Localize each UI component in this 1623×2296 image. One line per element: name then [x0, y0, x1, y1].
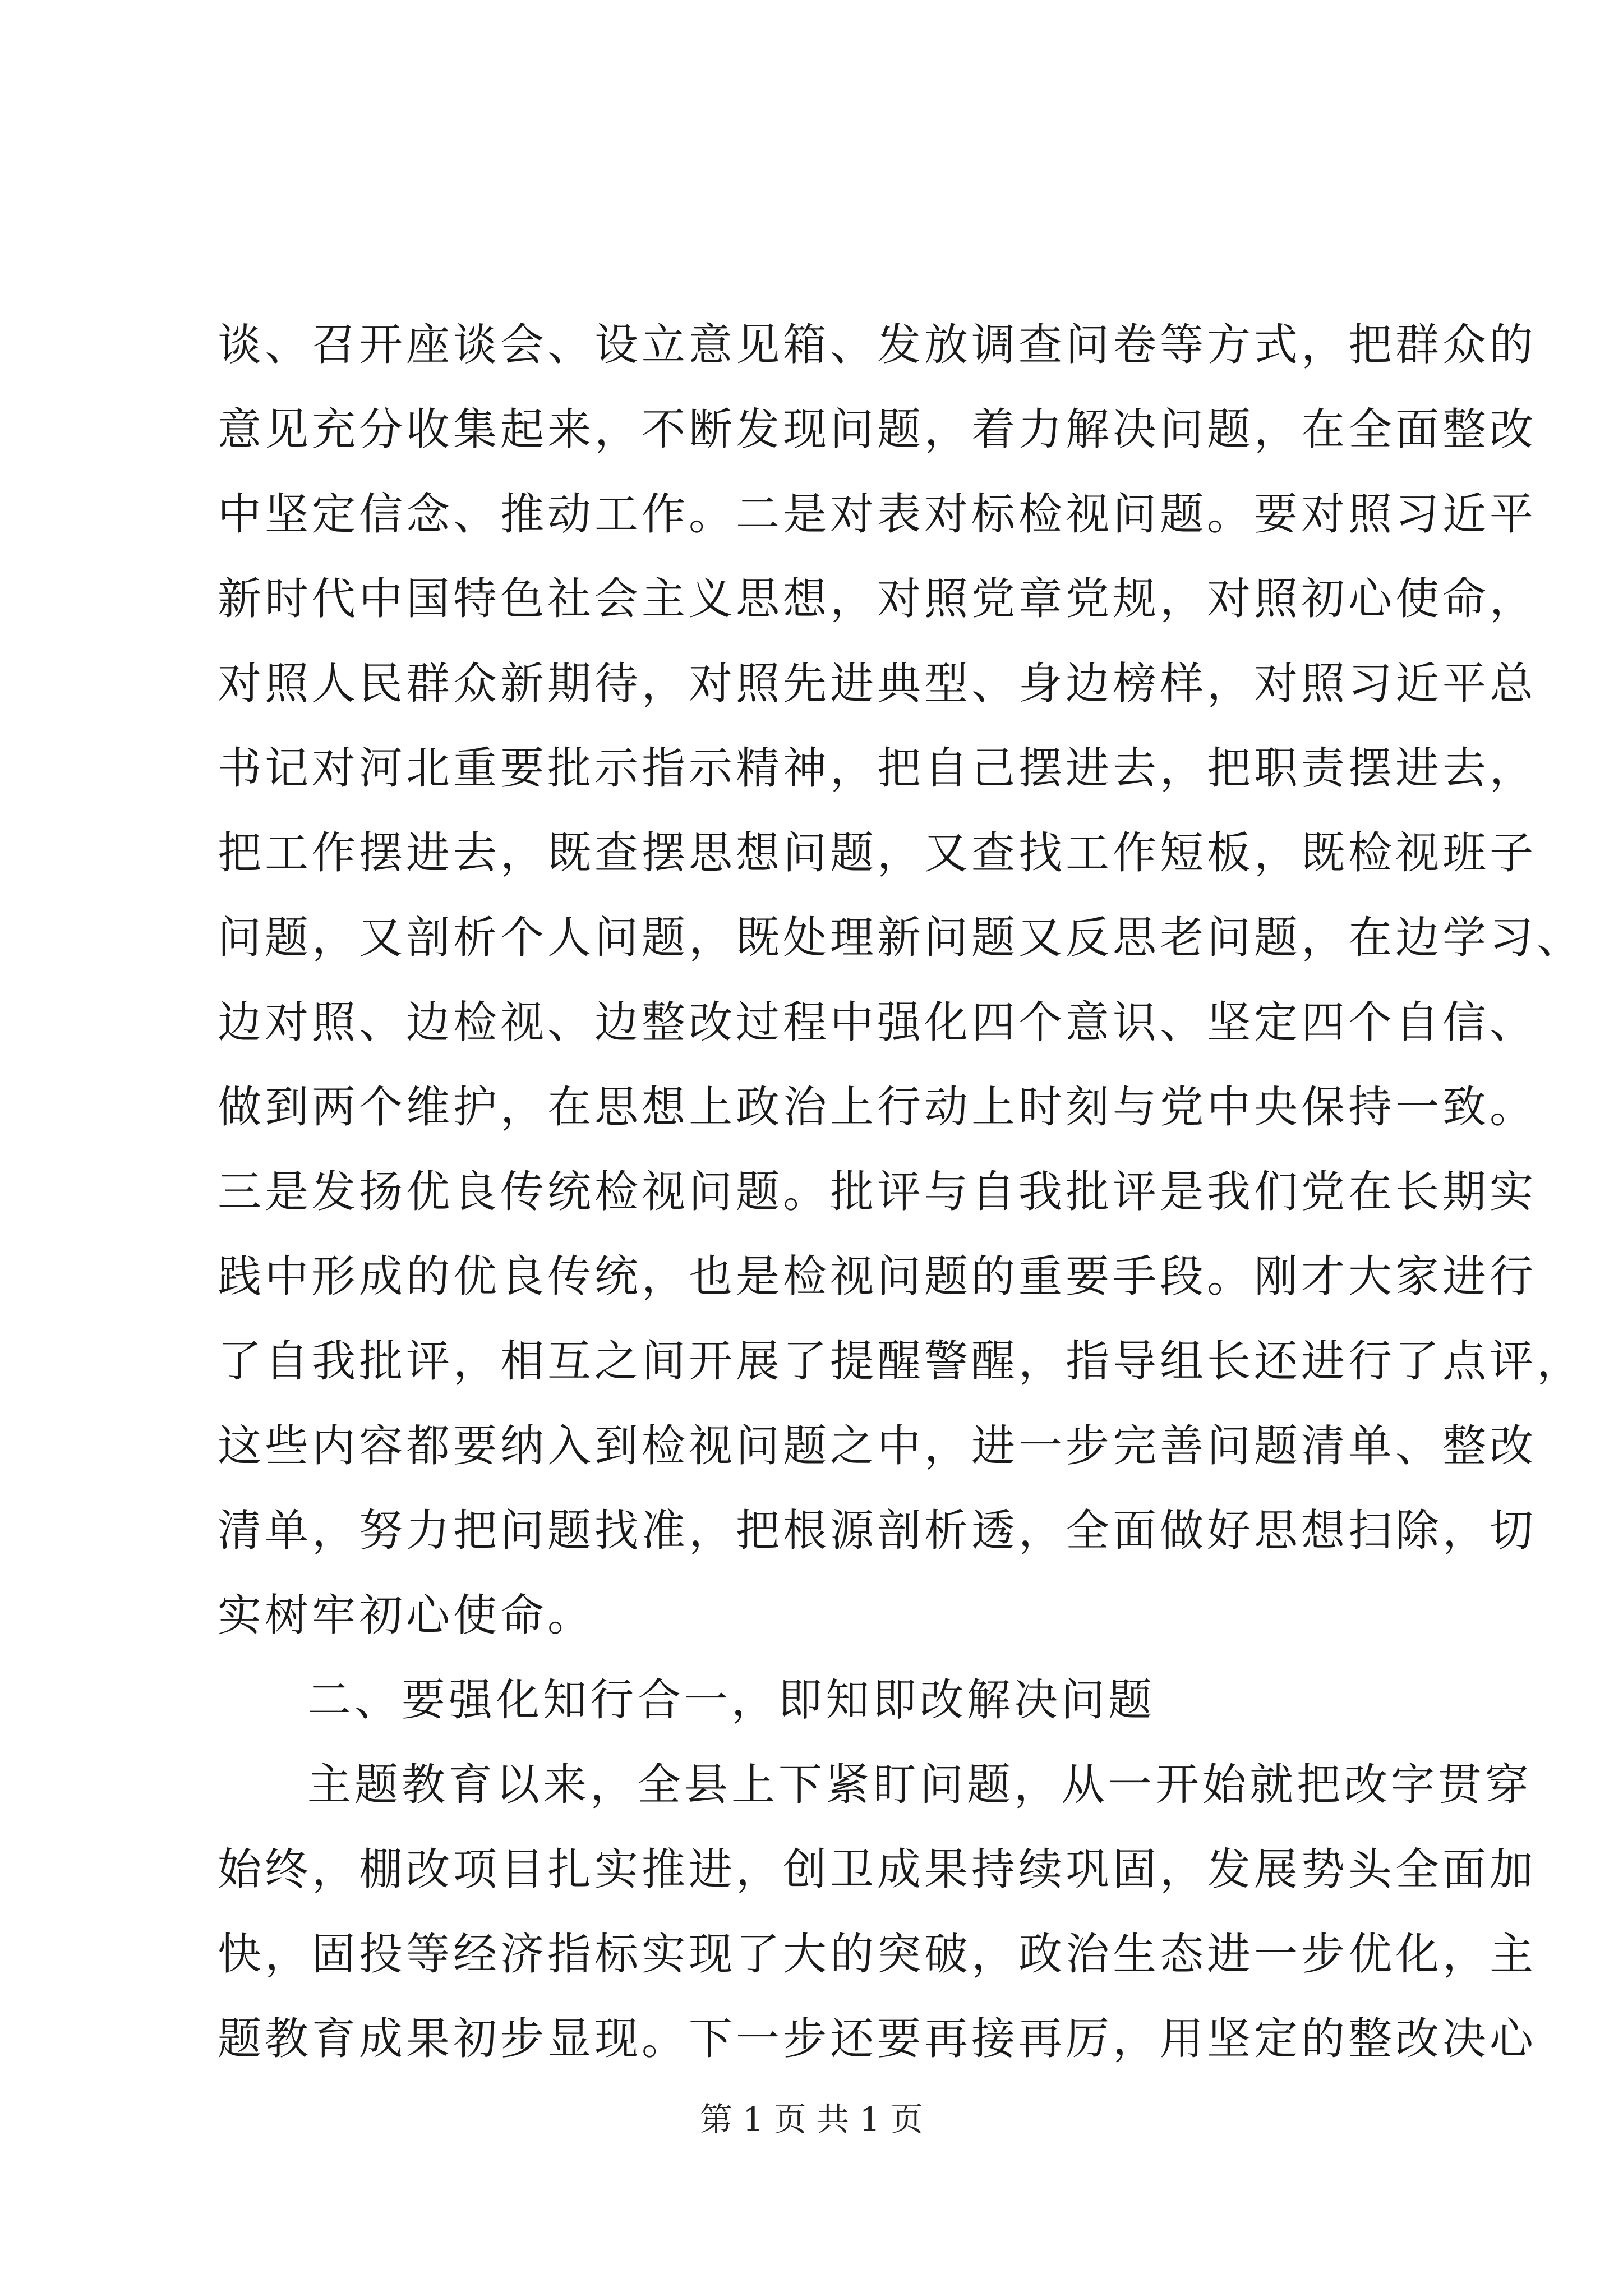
text-line: 清单，努力把问题找准，把根源剖析透，全面做好思想扫除，切: [218, 1506, 1537, 1556]
text-line: 三是发扬优良传统检视问题。批评与自我批评是我们党在长期实: [218, 1167, 1537, 1217]
text-line: 始终，棚改项目扎实推进，创卫成果持续巩固，发展势头全面加: [218, 1844, 1537, 1895]
page-footer: [0, 2097, 1623, 2142]
text-line: 对照人民群众新期待，对照先进典型、身边榜样，对照习近平总: [218, 659, 1537, 709]
text-line: 书记对河北重要批示指示精神，把自己摆进去，把职责摆进去，: [218, 743, 1537, 794]
page-number-label: 第 1 页 共 1 页: [700, 2100, 923, 2138]
text-line: 实树牢初心使命。: [218, 1590, 595, 1641]
paragraph-first-line: 主题教育以来，全县上下紧盯问题，从一开始就把改字贯穿: [307, 1760, 1533, 1810]
section-heading: 二、要强化知行合一，即知即改解决问题: [307, 1675, 1156, 1726]
text-line: 践中形成的优良传统，也是检视问题的重要手段。刚才大家进行: [218, 1251, 1537, 1302]
text-line: 题教育成果初步显现。下一步还要再接再厉，用坚定的整改决心: [218, 2014, 1537, 2064]
text-line: 把工作摆进去，既查摆思想问题，又查找工作短板，既检视班子: [218, 828, 1537, 878]
text-line: 中坚定信念、推动工作。二是对表对标检视问题。要对照习近平: [218, 489, 1537, 540]
text-line: 快，固投等经济指标实现了大的突破，政治生态进一步优化，主: [218, 1929, 1537, 1980]
text-line: 边对照、边检视、边整改过程中强化四个意识、坚定四个自信、: [218, 997, 1537, 1048]
text-line: 做到两个维护，在思想上政治上行动上时刻与党中央保持一致。: [218, 1082, 1537, 1133]
text-line: 问题，又剖析个人问题，既处理新问题又反思老问题，在边学习、: [218, 913, 1584, 963]
text-line: 了自我批评，相互之间开展了提醒警醒，指导组长还进行了点评，: [218, 1336, 1584, 1387]
text-line: 这些内容都要纳入到检视问题之中，进一步完善问题清单、整改: [218, 1421, 1537, 1471]
text-line: 谈、召开座谈会、设立意见箱、发放调查问卷等方式，把群众的: [218, 320, 1537, 370]
text-line: 新时代中国特色社会主义思想，对照党章党规，对照初心使命，: [218, 574, 1537, 624]
document-body: [218, 303, 1584, 2082]
text-line: 意见充分收集起来，不断发现问题，着力解决问题，在全面整改: [218, 404, 1537, 455]
